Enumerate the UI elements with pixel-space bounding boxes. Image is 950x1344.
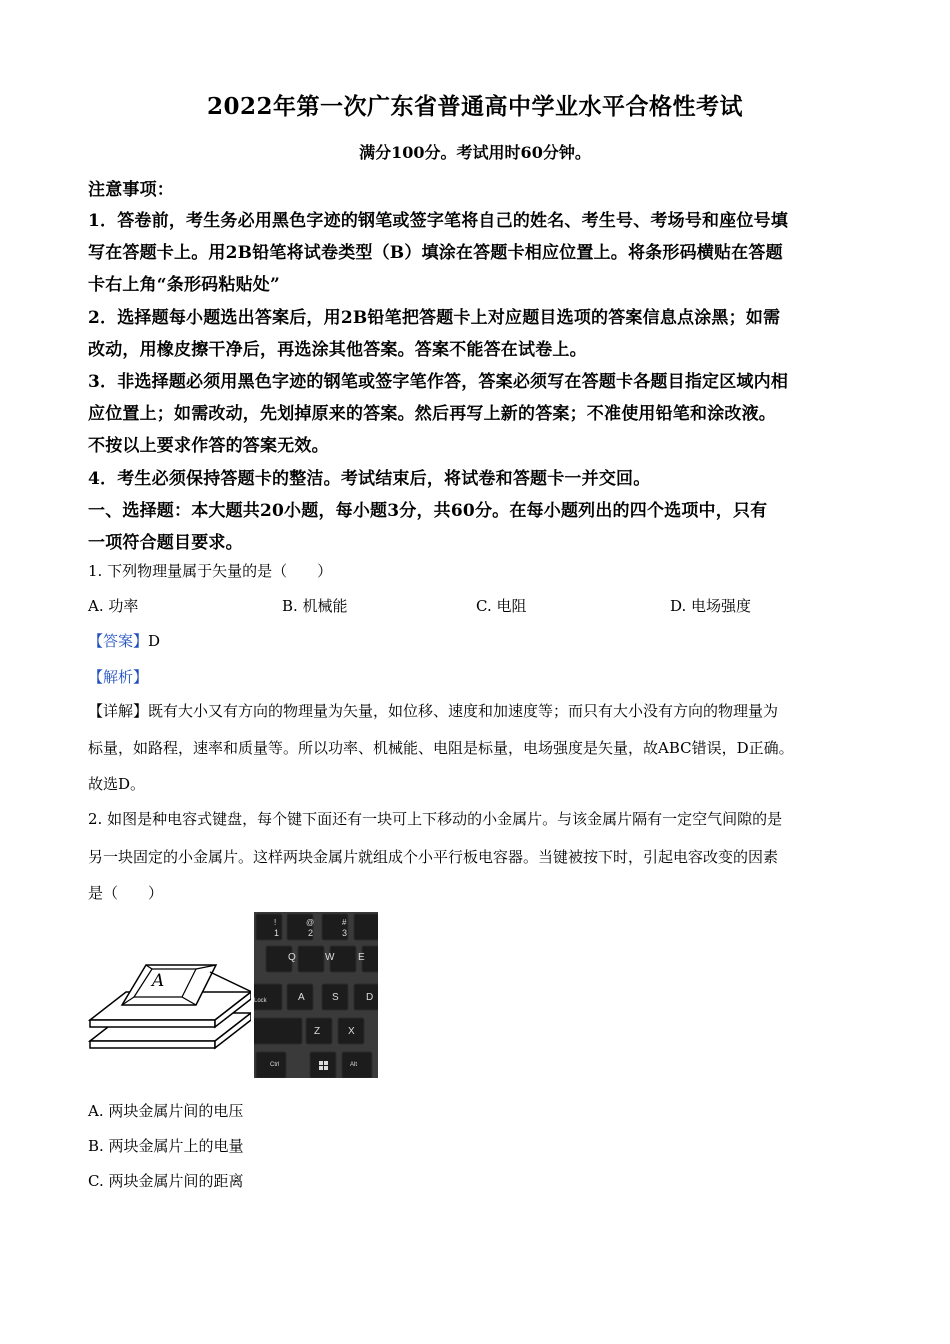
key-label: 1 [274,928,280,938]
q1-option-c: C. 电阻 [476,597,527,615]
q1-option-d: D. 电场强度 [670,597,752,615]
answer-tag: 【答案】 [88,632,149,650]
q2-stem-line: 另一块固定的小金属片。这样两块金属片就组成个小平行板电容器。当键被按下时，引起电容改变的因素 [88,848,779,866]
notes-line: 3．非选择题必须用黑色字迹的钢笔或签字笔作答，答案必须写在答题卡各题目指定区域内相 [88,372,789,392]
capacitor-key-diagram [86,955,251,1055]
key-label: Z [314,1026,321,1037]
notes-line: 卡右上角“条形码粘贴处” [88,275,280,295]
exam-subtitle: 满分100分。考试用时60分钟。 [359,143,591,162]
notes-line: 改动，用橡皮擦干净后，再选涂其他答案。答案不能答在试卷上。 [88,340,587,360]
keyboard-photo [254,912,378,1078]
notes-line: 2．选择题每小题选出答案后，用2B铅笔把答题卡上对应题目选项的答案信息点涂黑；如需 [88,308,781,328]
key-letter: A [152,971,165,991]
key-label: A [298,992,305,1003]
notes-heading: 注意事项： [88,180,174,200]
key-label: D [366,992,374,1003]
section-heading-line: 一、选择题：本大题共20小题，每小题3分，共60分。在每小题列出的四个选项中，只有 [88,501,768,521]
q2-option-a: A. 两块金属片间的电压 [88,1102,244,1120]
q2-option-c: C. 两块金属片间的距离 [88,1172,244,1190]
q2-stem-line: 是（ ） [88,884,164,902]
key-label: ! [274,918,277,927]
q1-stem: 1. 下列物理量属于矢量的是（ ） [88,562,333,580]
section-heading-line: 一项符合题目要求。 [88,533,243,553]
exam-title: 2022年第一次广东省普通高中学业水平合格性考试 [206,93,743,120]
answer-value: D [148,632,161,650]
key-label: 3 [342,928,348,938]
key-label: # [342,918,347,927]
key-label: X [348,1026,355,1037]
analysis-tag: 【解析】 [88,668,149,686]
q1-option-b: B. 机械能 [282,597,348,615]
notes-line: 应位置上；如需改动，先划掉原来的答案。然后再写上新的答案；不准使用铅笔和涂改液。 [88,404,776,424]
detail-tag: 【详解】 [88,702,149,720]
key-label: Lock [254,998,267,1004]
q1-option-a: A. 功率 [88,597,139,615]
key-label: Q [288,952,296,963]
q2-stem-line: 2. 如图是种电容式键盘，每个键下面还有一块可上下移动的小金属片。与该金属片隔有一定空气间隙的是 [88,810,783,828]
notes-line: 1．答卷前，考生务必用黑色字迹的钢笔或签字笔将自己的姓名、考生号、考场号和座位号填 [88,211,789,231]
key-label: Ctrl [270,1062,280,1068]
key-label: E [358,952,365,963]
key-label: 2 [308,928,314,938]
key-label: Alt [350,1062,358,1068]
detail-text: 既有大小又有方向的物理量为矢量，如位移、速度和加速度等；而只有大小没有方向的物理量为 [148,702,779,720]
q1-detail-line [88,700,778,721]
notes-line: 不按以上要求作答的答案无效。 [88,436,329,456]
key-label: @ [306,918,315,927]
q1-detail-line: 故选D。 [88,775,146,793]
q1-answer [88,630,160,651]
q1-detail-line: 标量，如路程，速率和质量等。所以功率、机械能、电阻是标量，电场强度是矢量，故ABC错误，D正确。 [88,739,794,757]
key-label: W [325,952,335,963]
notes-line: 4．考生必须保持答题卡的整洁。考试结束后，将试卷和答题卡一并交回。 [88,469,651,489]
q2-option-b: B. 两块金属片上的电量 [88,1137,244,1155]
notes-line: 写在答题卡上。用2B铅笔将试卷类型（B）填涂在答题卡相应位置上。将条形码横贴在答题 [88,243,783,263]
key-label: S [332,992,339,1003]
